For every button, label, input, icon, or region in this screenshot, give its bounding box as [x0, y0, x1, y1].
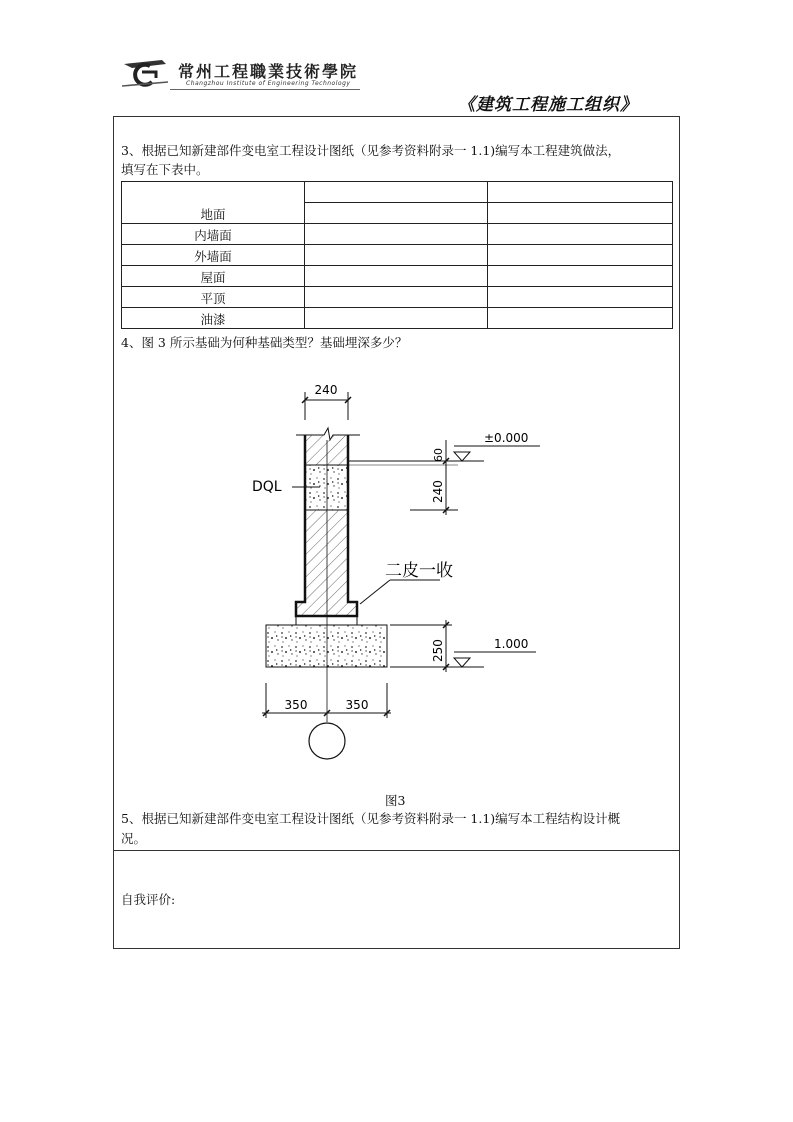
dim-60-label: 60 — [432, 448, 445, 462]
elevation-marker-bottom — [454, 652, 536, 667]
ring-beam-label: DQL — [252, 479, 282, 495]
table-cell-label: 平顶 — [122, 287, 305, 308]
question-5-line-2: 况。 — [121, 831, 147, 846]
document-title: 《建筑工程施工组织》 — [458, 95, 638, 115]
dim-240-label: 240 — [431, 480, 445, 503]
table-cell-label: 外墙面 — [122, 245, 305, 266]
table-cell-label: 屋面 — [122, 266, 305, 287]
dim-bottom — [262, 683, 391, 718]
elevation-marker-top — [454, 446, 540, 461]
axis-bubble — [309, 723, 345, 759]
question-3-line-1: 3、根据已知新建部件变电室工程设计图纸（见参考资料附录一 1.1)编写本工程建筑做法， — [121, 143, 621, 158]
question-3-line-2: 填写在下表中。 — [121, 162, 209, 177]
table-cell-label: 内墙面 — [122, 224, 305, 245]
figure-caption: 图3 — [385, 793, 406, 808]
dim-250-label: 250 — [431, 639, 445, 662]
dim-left-label: 350 — [284, 698, 308, 712]
wall-upper — [305, 435, 348, 465]
step-label: 二皮一收 — [385, 561, 453, 581]
dim-top-label: 240 — [314, 383, 338, 397]
elevation-bottom-label: 1.000 — [494, 637, 529, 651]
school-name-cn: 常州工程職業技術學院 — [178, 62, 359, 81]
dim-right-upper — [348, 440, 484, 515]
dim-right-label: 350 — [345, 698, 369, 712]
brick-footing-step — [296, 602, 357, 616]
wall-lower — [305, 510, 348, 602]
table-cell-label: 地面 — [122, 182, 305, 224]
concrete-cushion — [266, 625, 387, 667]
question-4-text: 4、图 3 所示基础为何种基础类型？基础埋深多少？ — [121, 335, 408, 350]
question-5-line-1: 5、根据已知新建部件变电室工程设计图纸（见参考资料附录一 1.1)编写本工程结构设计概 — [121, 811, 621, 826]
table-cell-label: 油漆 — [122, 308, 305, 329]
elevation-top-label: ±0.000 — [484, 431, 529, 445]
self-evaluation-label: 自我评价: — [121, 892, 176, 907]
school-name-en: Changzhou Institute of Engineering Technology — [186, 80, 351, 87]
